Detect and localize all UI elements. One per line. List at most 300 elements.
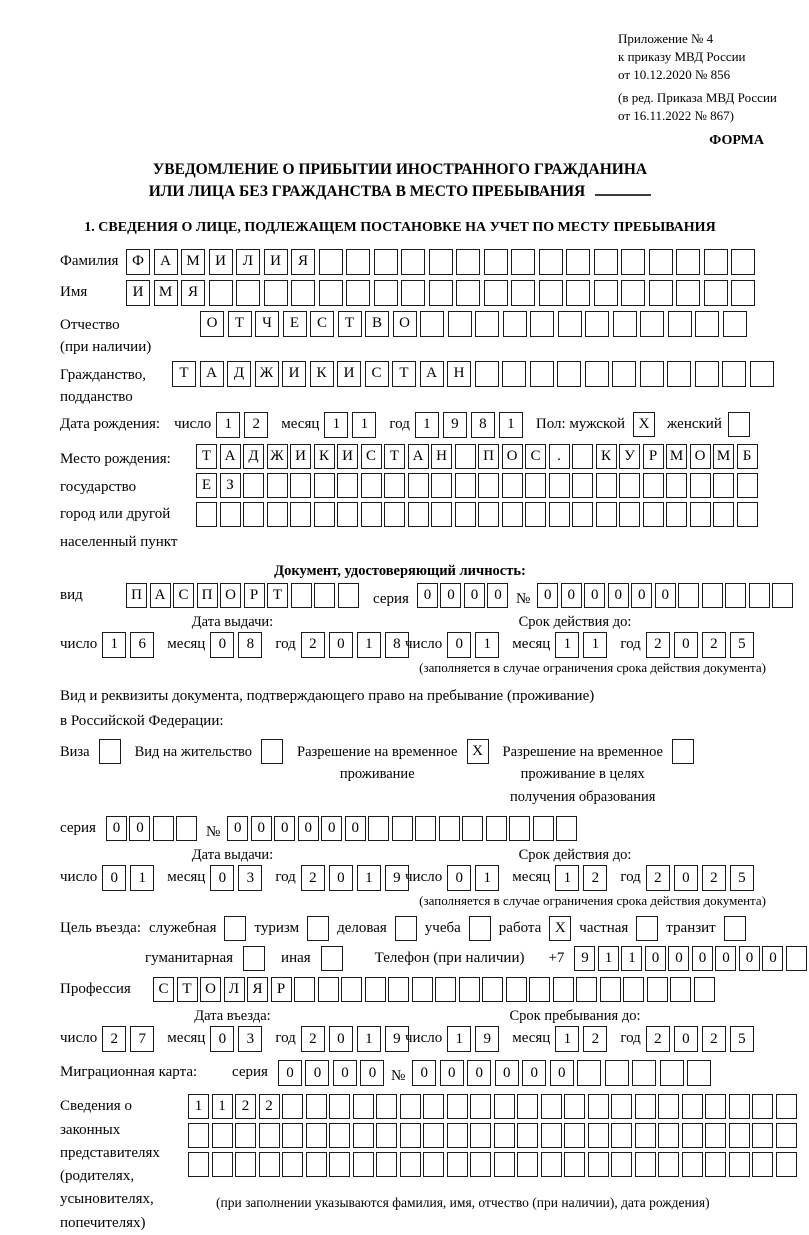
char-cell[interactable]: 1 — [324, 412, 348, 438]
char-cell[interactable] — [621, 249, 645, 275]
char-cell[interactable] — [306, 1123, 327, 1148]
char-cell[interactable]: 0 — [305, 1060, 329, 1086]
char-cell[interactable]: 9 — [574, 946, 595, 971]
char-cell[interactable] — [482, 977, 503, 1002]
char-cell[interactable]: 0 — [674, 865, 698, 891]
char-cell[interactable] — [541, 1123, 562, 1148]
char-cell[interactable] — [556, 816, 577, 841]
char-cell[interactable] — [429, 249, 453, 275]
char-cell[interactable]: 2 — [244, 412, 268, 438]
char-cell[interactable]: В — [365, 311, 389, 337]
char-cell[interactable] — [553, 977, 574, 1002]
char-cell[interactable]: А — [420, 361, 444, 387]
char-cell[interactable] — [541, 1094, 562, 1119]
char-cell[interactable] — [611, 1094, 632, 1119]
checkbox-sex-female[interactable] — [728, 412, 750, 437]
char-cell[interactable]: 2 — [259, 1094, 280, 1119]
char-cell[interactable]: 0 — [251, 816, 272, 841]
checkbox-purpose-business[interactable] — [395, 916, 417, 941]
checkbox-temp-residence-edu[interactable] — [672, 739, 694, 764]
char-cell[interactable] — [196, 502, 217, 527]
char-cell[interactable]: П — [126, 583, 147, 608]
char-cell[interactable]: 1 — [475, 632, 499, 658]
char-cell[interactable] — [667, 361, 691, 387]
char-cell[interactable] — [705, 1094, 726, 1119]
char-cell[interactable] — [291, 280, 315, 306]
char-cell[interactable] — [400, 1123, 421, 1148]
char-cell[interactable]: 0 — [739, 946, 760, 971]
char-cell[interactable] — [588, 1094, 609, 1119]
char-cell[interactable] — [530, 311, 554, 337]
char-cell[interactable] — [704, 249, 728, 275]
char-cell[interactable]: Р — [244, 583, 265, 608]
char-cell[interactable] — [435, 977, 456, 1002]
char-cell[interactable]: 2 — [646, 1026, 670, 1052]
char-cell[interactable]: Б — [737, 444, 758, 469]
char-cell[interactable]: Д — [243, 444, 264, 469]
char-cell[interactable]: 1 — [415, 412, 439, 438]
char-cell[interactable]: 9 — [475, 1026, 499, 1052]
char-cell[interactable]: К — [596, 444, 617, 469]
char-cell[interactable]: Н — [447, 361, 471, 387]
char-cell[interactable] — [682, 1123, 703, 1148]
char-cell[interactable]: 0 — [360, 1060, 384, 1086]
char-cell[interactable] — [695, 361, 719, 387]
char-cell[interactable]: Р — [271, 977, 292, 1002]
char-cell[interactable]: П — [197, 583, 218, 608]
char-cell[interactable] — [588, 1123, 609, 1148]
char-cell[interactable] — [502, 473, 523, 498]
char-cell[interactable]: 0 — [274, 816, 295, 841]
char-cell[interactable]: У — [619, 444, 640, 469]
checkbox-purpose-other[interactable] — [321, 946, 343, 971]
char-cell[interactable] — [729, 1123, 750, 1148]
char-cell[interactable] — [640, 311, 664, 337]
char-cell[interactable]: К — [310, 361, 334, 387]
char-cell[interactable] — [338, 583, 359, 608]
char-cell[interactable]: 2 — [301, 1026, 325, 1052]
char-cell[interactable] — [635, 1152, 656, 1177]
char-cell[interactable] — [415, 816, 436, 841]
char-cell[interactable]: 0 — [412, 1060, 436, 1086]
char-cell[interactable] — [695, 311, 719, 337]
char-cell[interactable]: 0 — [550, 1060, 574, 1086]
char-cell[interactable] — [594, 280, 618, 306]
char-cell[interactable] — [786, 946, 807, 971]
char-cell[interactable] — [484, 249, 508, 275]
char-cell[interactable]: М — [713, 444, 734, 469]
char-cell[interactable] — [319, 280, 343, 306]
char-cell[interactable]: 1 — [621, 946, 642, 971]
checkbox-purpose-study[interactable] — [469, 916, 491, 941]
char-cell[interactable] — [353, 1123, 374, 1148]
char-cell[interactable]: 9 — [385, 1026, 409, 1052]
char-cell[interactable]: Я — [181, 280, 205, 306]
char-cell[interactable] — [220, 502, 241, 527]
char-cell[interactable]: 1 — [583, 632, 607, 658]
char-cell[interactable] — [264, 280, 288, 306]
char-cell[interactable] — [731, 280, 755, 306]
char-cell[interactable] — [353, 1152, 374, 1177]
char-cell[interactable] — [475, 311, 499, 337]
char-cell[interactable] — [408, 502, 429, 527]
char-cell[interactable] — [564, 1123, 585, 1148]
char-cell[interactable] — [649, 280, 673, 306]
char-cell[interactable] — [494, 1123, 515, 1148]
char-cell[interactable] — [533, 816, 554, 841]
char-cell[interactable] — [687, 1060, 711, 1086]
char-cell[interactable] — [470, 1094, 491, 1119]
char-cell[interactable]: Е — [196, 473, 217, 498]
char-cell[interactable] — [658, 1152, 679, 1177]
char-cell[interactable]: 1 — [357, 1026, 381, 1052]
char-cell[interactable] — [588, 1152, 609, 1177]
char-cell[interactable] — [713, 502, 734, 527]
char-cell[interactable] — [401, 249, 425, 275]
char-cell[interactable] — [611, 1152, 632, 1177]
char-cell[interactable] — [690, 502, 711, 527]
char-cell[interactable] — [384, 473, 405, 498]
char-cell[interactable]: Т — [392, 361, 416, 387]
char-cell[interactable] — [459, 977, 480, 1002]
char-cell[interactable] — [368, 816, 389, 841]
char-cell[interactable] — [267, 502, 288, 527]
char-cell[interactable]: 6 — [130, 632, 154, 658]
char-cell[interactable] — [596, 473, 617, 498]
char-cell[interactable] — [484, 280, 508, 306]
char-cell[interactable] — [361, 473, 382, 498]
char-cell[interactable] — [577, 1060, 601, 1086]
char-cell[interactable]: К — [314, 444, 335, 469]
char-cell[interactable]: 0 — [329, 1026, 353, 1052]
char-cell[interactable]: 1 — [447, 1026, 471, 1052]
char-cell[interactable] — [294, 977, 315, 1002]
char-cell[interactable] — [209, 280, 233, 306]
char-cell[interactable]: 2 — [702, 1026, 726, 1052]
char-cell[interactable] — [649, 249, 673, 275]
char-cell[interactable] — [329, 1152, 350, 1177]
char-cell[interactable]: С — [361, 444, 382, 469]
char-cell[interactable] — [752, 1123, 773, 1148]
checkbox-purpose-private[interactable] — [636, 916, 658, 941]
char-cell[interactable] — [525, 473, 546, 498]
char-cell[interactable] — [704, 280, 728, 306]
char-cell[interactable] — [676, 280, 700, 306]
char-cell[interactable] — [611, 1123, 632, 1148]
char-cell[interactable]: 2 — [646, 865, 670, 891]
char-cell[interactable]: 0 — [655, 583, 676, 608]
char-cell[interactable] — [600, 977, 621, 1002]
char-cell[interactable]: И — [126, 280, 150, 306]
char-cell[interactable] — [612, 361, 636, 387]
char-cell[interactable]: 0 — [631, 583, 652, 608]
char-cell[interactable] — [282, 1123, 303, 1148]
char-cell[interactable]: 2 — [583, 865, 607, 891]
char-cell[interactable]: 0 — [464, 583, 485, 608]
char-cell[interactable]: 1 — [357, 865, 381, 891]
checkbox-temp-residence[interactable]: X — [467, 739, 489, 764]
char-cell[interactable]: С — [310, 311, 334, 337]
char-cell[interactable]: 0 — [278, 1060, 302, 1086]
char-cell[interactable] — [585, 311, 609, 337]
char-cell[interactable]: А — [150, 583, 171, 608]
char-cell[interactable]: 1 — [212, 1094, 233, 1119]
char-cell[interactable] — [506, 977, 527, 1002]
char-cell[interactable] — [374, 249, 398, 275]
char-cell[interactable]: О — [690, 444, 711, 469]
char-cell[interactable] — [341, 977, 362, 1002]
char-cell[interactable] — [517, 1094, 538, 1119]
char-cell[interactable] — [530, 361, 554, 387]
char-cell[interactable] — [423, 1123, 444, 1148]
char-cell[interactable] — [475, 361, 499, 387]
char-cell[interactable]: 1 — [555, 865, 579, 891]
char-cell[interactable]: О — [200, 977, 221, 1002]
char-cell[interactable] — [388, 977, 409, 1002]
char-cell[interactable] — [619, 502, 640, 527]
char-cell[interactable]: О — [393, 311, 417, 337]
char-cell[interactable] — [668, 311, 692, 337]
char-cell[interactable] — [455, 502, 476, 527]
char-cell[interactable]: С — [365, 361, 389, 387]
char-cell[interactable] — [749, 583, 770, 608]
char-cell[interactable] — [314, 583, 335, 608]
char-cell[interactable] — [486, 816, 507, 841]
char-cell[interactable] — [188, 1123, 209, 1148]
char-cell[interactable] — [613, 311, 637, 337]
char-cell[interactable] — [666, 473, 687, 498]
char-cell[interactable] — [690, 473, 711, 498]
char-cell[interactable] — [557, 361, 581, 387]
char-cell[interactable]: 5 — [730, 1026, 754, 1052]
char-cell[interactable]: Ж — [267, 444, 288, 469]
char-cell[interactable] — [447, 1152, 468, 1177]
char-cell[interactable]: 1 — [598, 946, 619, 971]
char-cell[interactable] — [539, 280, 563, 306]
char-cell[interactable]: М — [666, 444, 687, 469]
char-cell[interactable] — [235, 1123, 256, 1148]
char-cell[interactable] — [752, 1152, 773, 1177]
char-cell[interactable] — [502, 502, 523, 527]
char-cell[interactable]: 2 — [702, 632, 726, 658]
char-cell[interactable] — [431, 473, 452, 498]
char-cell[interactable]: З — [220, 473, 241, 498]
char-cell[interactable] — [431, 502, 452, 527]
char-cell[interactable]: 2 — [646, 632, 670, 658]
char-cell[interactable]: О — [502, 444, 523, 469]
char-cell[interactable]: Т — [172, 361, 196, 387]
char-cell[interactable] — [731, 249, 755, 275]
char-cell[interactable] — [776, 1094, 797, 1119]
char-cell[interactable]: . — [549, 444, 570, 469]
char-cell[interactable] — [723, 311, 747, 337]
char-cell[interactable]: 0 — [447, 865, 471, 891]
char-cell[interactable]: 0 — [106, 816, 127, 841]
char-cell[interactable]: 0 — [329, 632, 353, 658]
char-cell[interactable] — [494, 1152, 515, 1177]
char-cell[interactable]: А — [408, 444, 429, 469]
char-cell[interactable] — [314, 473, 335, 498]
char-cell[interactable]: 0 — [345, 816, 366, 841]
char-cell[interactable]: 1 — [216, 412, 240, 438]
char-cell[interactable]: 0 — [561, 583, 582, 608]
char-cell[interactable]: Ж — [255, 361, 279, 387]
char-cell[interactable]: 0 — [608, 583, 629, 608]
char-cell[interactable] — [596, 502, 617, 527]
char-cell[interactable] — [564, 1152, 585, 1177]
char-cell[interactable] — [439, 816, 460, 841]
char-cell[interactable] — [713, 473, 734, 498]
checkbox-purpose-tourism[interactable] — [307, 916, 329, 941]
char-cell[interactable] — [456, 280, 480, 306]
char-cell[interactable]: 2 — [102, 1026, 126, 1052]
char-cell[interactable]: 0 — [129, 816, 150, 841]
checkbox-purpose-humanitarian[interactable] — [243, 946, 265, 971]
char-cell[interactable]: 0 — [762, 946, 783, 971]
char-cell[interactable]: Т — [196, 444, 217, 469]
char-cell[interactable]: 1 — [102, 632, 126, 658]
char-cell[interactable] — [282, 1094, 303, 1119]
char-cell[interactable]: Н — [431, 444, 452, 469]
char-cell[interactable] — [314, 502, 335, 527]
char-cell[interactable] — [572, 473, 593, 498]
char-cell[interactable] — [725, 583, 746, 608]
char-cell[interactable]: 0 — [210, 632, 234, 658]
char-cell[interactable]: 0 — [715, 946, 736, 971]
char-cell[interactable]: 0 — [674, 632, 698, 658]
checkbox-purpose-transit[interactable] — [724, 916, 746, 941]
char-cell[interactable]: С — [153, 977, 174, 1002]
char-cell[interactable]: 2 — [583, 1026, 607, 1052]
char-cell[interactable] — [676, 249, 700, 275]
char-cell[interactable] — [267, 473, 288, 498]
char-cell[interactable]: Л — [236, 249, 260, 275]
char-cell[interactable] — [420, 311, 444, 337]
char-cell[interactable] — [353, 1094, 374, 1119]
char-cell[interactable] — [376, 1094, 397, 1119]
char-cell[interactable] — [737, 473, 758, 498]
char-cell[interactable]: И — [337, 361, 361, 387]
char-cell[interactable] — [511, 280, 535, 306]
char-cell[interactable]: И — [264, 249, 288, 275]
char-cell[interactable] — [549, 473, 570, 498]
char-cell[interactable]: Т — [177, 977, 198, 1002]
char-cell[interactable]: 1 — [130, 865, 154, 891]
char-cell[interactable] — [752, 1094, 773, 1119]
char-cell[interactable]: Я — [247, 977, 268, 1002]
char-cell[interactable] — [212, 1123, 233, 1148]
char-cell[interactable] — [329, 1094, 350, 1119]
char-cell[interactable] — [329, 1123, 350, 1148]
char-cell[interactable] — [549, 502, 570, 527]
char-cell[interactable]: А — [200, 361, 224, 387]
char-cell[interactable] — [566, 249, 590, 275]
char-cell[interactable]: 0 — [584, 583, 605, 608]
char-cell[interactable] — [632, 1060, 656, 1086]
char-cell[interactable] — [647, 977, 668, 1002]
char-cell[interactable]: 1 — [499, 412, 523, 438]
char-cell[interactable] — [660, 1060, 684, 1086]
char-cell[interactable]: Р — [643, 444, 664, 469]
checkbox-purpose-official[interactable] — [224, 916, 246, 941]
char-cell[interactable]: О — [200, 311, 224, 337]
char-cell[interactable]: 0 — [537, 583, 558, 608]
char-cell[interactable] — [623, 977, 644, 1002]
char-cell[interactable] — [503, 311, 527, 337]
char-cell[interactable]: Ч — [255, 311, 279, 337]
char-cell[interactable]: Ф — [126, 249, 150, 275]
char-cell[interactable] — [291, 583, 312, 608]
char-cell[interactable] — [494, 1094, 515, 1119]
char-cell[interactable] — [235, 1152, 256, 1177]
char-cell[interactable] — [176, 816, 197, 841]
char-cell[interactable] — [290, 473, 311, 498]
char-cell[interactable] — [306, 1152, 327, 1177]
char-cell[interactable] — [462, 816, 483, 841]
char-cell[interactable]: 0 — [329, 865, 353, 891]
char-cell[interactable]: Д — [227, 361, 251, 387]
char-cell[interactable] — [517, 1123, 538, 1148]
char-cell[interactable]: 1 — [555, 1026, 579, 1052]
char-cell[interactable] — [541, 1152, 562, 1177]
char-cell[interactable] — [153, 816, 174, 841]
char-cell[interactable]: 7 — [130, 1026, 154, 1052]
char-cell[interactable] — [282, 1152, 303, 1177]
char-cell[interactable] — [643, 473, 664, 498]
char-cell[interactable]: Л — [224, 977, 245, 1002]
char-cell[interactable]: 0 — [440, 583, 461, 608]
char-cell[interactable] — [412, 977, 433, 1002]
char-cell[interactable] — [517, 1152, 538, 1177]
char-cell[interactable] — [447, 1123, 468, 1148]
char-cell[interactable]: Т — [338, 311, 362, 337]
char-cell[interactable] — [423, 1152, 444, 1177]
char-cell[interactable]: 0 — [522, 1060, 546, 1086]
char-cell[interactable] — [470, 1123, 491, 1148]
char-cell[interactable]: М — [181, 249, 205, 275]
char-cell[interactable]: 8 — [238, 632, 262, 658]
char-cell[interactable]: Т — [228, 311, 252, 337]
char-cell[interactable]: А — [220, 444, 241, 469]
char-cell[interactable]: 0 — [321, 816, 342, 841]
char-cell[interactable] — [456, 249, 480, 275]
char-cell[interactable] — [429, 280, 453, 306]
char-cell[interactable]: С — [525, 444, 546, 469]
char-cell[interactable]: 2 — [235, 1094, 256, 1119]
char-cell[interactable] — [585, 361, 609, 387]
char-cell[interactable]: И — [282, 361, 306, 387]
char-cell[interactable] — [750, 361, 774, 387]
char-cell[interactable]: 9 — [385, 865, 409, 891]
char-cell[interactable] — [566, 280, 590, 306]
char-cell[interactable] — [678, 583, 699, 608]
char-cell[interactable]: 0 — [674, 1026, 698, 1052]
char-cell[interactable] — [423, 1094, 444, 1119]
char-cell[interactable] — [392, 816, 413, 841]
char-cell[interactable]: 9 — [443, 412, 467, 438]
char-cell[interactable] — [384, 502, 405, 527]
checkbox-purpose-work[interactable]: X — [549, 916, 571, 941]
char-cell[interactable]: 0 — [227, 816, 248, 841]
char-cell[interactable] — [670, 977, 691, 1002]
char-cell[interactable]: 0 — [298, 816, 319, 841]
char-cell[interactable]: 1 — [188, 1094, 209, 1119]
checkbox-visa[interactable] — [99, 739, 121, 764]
char-cell[interactable] — [361, 502, 382, 527]
char-cell[interactable] — [729, 1152, 750, 1177]
char-cell[interactable]: 2 — [301, 865, 325, 891]
char-cell[interactable] — [455, 473, 476, 498]
